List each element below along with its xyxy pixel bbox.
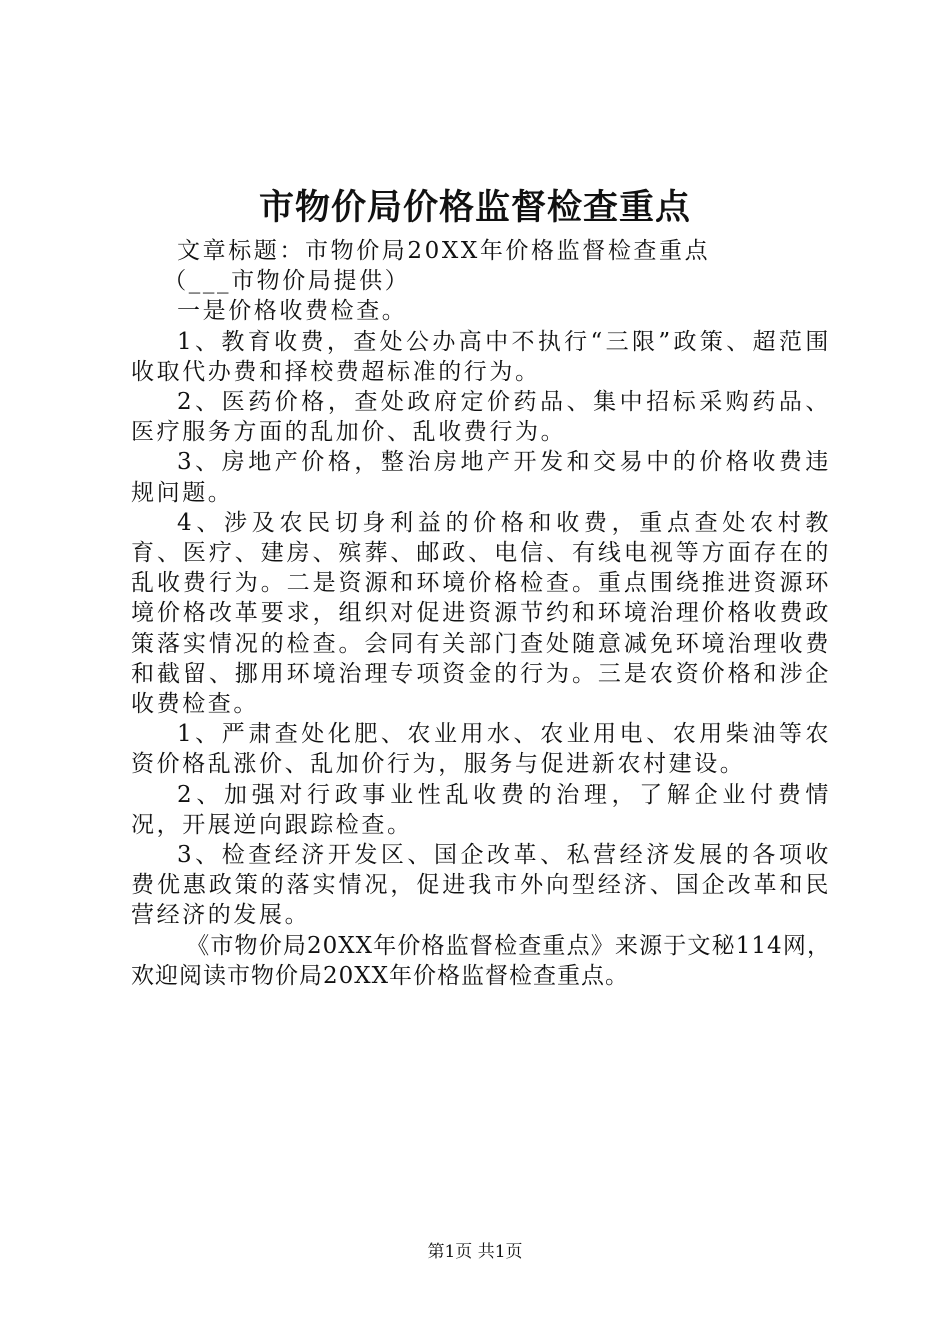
page-footer: 第1页 共1页 [427, 1242, 523, 1262]
paragraph-item-education: 1、教育收费，查处公办高中不执行“三限”政策、超范围收取代办费和择校费超标准的行为。 [131, 328, 831, 385]
paragraph-provider: （___市物价局提供） [163, 268, 411, 295]
paragraph-item-real-estate: 3、房地产价格，整治房地产开发和交易中的价格收费违规问题。 [131, 449, 831, 506]
paragraph-item-development-zone: 3、检查经济开发区、国企改革、私营经济发展的各项收费优惠政策的落实情况，促进我市外向型经济、国企改革和民营经济的发展。 [131, 842, 831, 929]
paragraph-item-medicine: 2、医药价格，查处政府定价药品、集中招标采购药品、医疗服务方面的乱加价、乱收费行为。 [131, 389, 831, 446]
document-body [131, 236, 831, 991]
paragraph-item-administrative-fees: 2、加强对行政事业性乱收费的治理，了解企业付费情况，开展逆向跟踪检查。 [131, 781, 831, 838]
paragraph-item-fertilizer: 1、严肃查处化肥、农业用水、农业用电、农用柴油等农资价格乱涨价、乱加价行为，服务与促进新农村建设。 [131, 721, 831, 778]
paragraph-article-title: 文章标题：市物价局20XX年价格监督检查重点 [177, 238, 711, 264]
document-title: 市物价局价格监督检查重点 [258, 187, 691, 228]
paragraph-item-farmers: 4、涉及农民切身利益的价格和收费，重点查处农村教育、医疗、建房、殡葬、邮政、电信、有线电视等方面存在的乱收费行为。二是资源和环境价格检查。重点围绕推进资源环境价格改革要求，组织对促进资源节约和环境治理价格收费政策落实情况的检查。会同有关部门查处随意减免环境治理收费和截留、挪用环境治理专项资金的行为。三是农资价格和涉企收费检查。 [131, 509, 831, 718]
paragraph-source-note: 《市物价局20XX年价格监督检查重点》来源于文秘114网，欢迎阅读市物价局20XX年价格监督检查重点。 [131, 932, 831, 989]
paragraph-section-1-heading: 一是价格收费检查。 [177, 298, 408, 325]
